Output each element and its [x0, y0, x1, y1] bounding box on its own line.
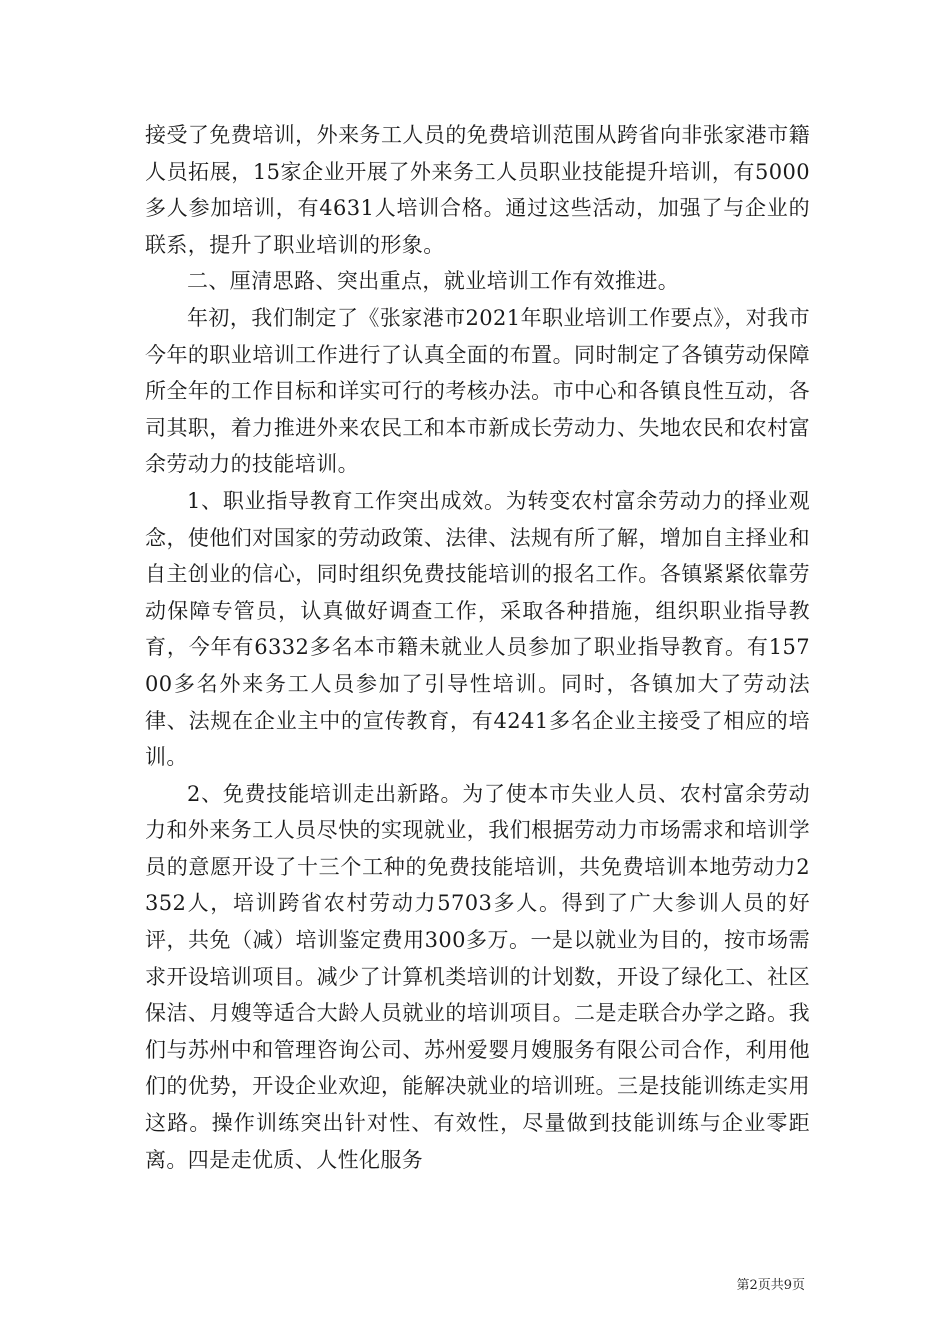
paragraph-career-guidance: 1、职业指导教育工作突出成效。为转变农村富余劳动力的择业观念，使他们对国家的劳动政策、法律、法规有所了解，增加自主择业和自主创业的信心，同时组织免费技能培训的报名工作。各镇紧紧依靠劳动保障专管员，认真做好调查工作，采取各种措施，组织职业指导教育，今年有6332多名本市籍未就业人员参加了职业指导教育。有15700多名外来务工人员参加了引导性培训。同时，各镇加大了劳动法律、法规在企业主中的宣传教育，有4241多名企业主接受了相应的培训。 — [145, 488, 810, 770]
paragraph-intro-continuation: 接受了免费培训，外来务工人员的免费培训范围从跨省向非张家港市籍人员拓展，15家企业开展了外来务工人员职业技能提升培训，有5000多人参加培训，有4631人培训合格。通过这些活动，加强了与企业的联系，提升了职业培训的形象。 — [145, 123, 810, 257]
paragraph-free-skills-training: 2、免费技能培训走出新路。为了使本市失业人员、农村富余劳动力和外来务工人员尽快的实现就业，我们根据劳动力市场需求和培训学员的意愿开设了十三个工种的免费技能培训，共免费培训本地劳动力2352人，培训跨省农村劳动力5703多人。得到了广大参训人员的好评，共免（减）培训鉴定费用300多万。一是以就业为目的，按市场需求开设培训项目。减少了计算机类培训的计划数，开设了绿化工、社区保洁、月嫂等适合大龄人员就业的培训项目。二是走联合办学之路。我们与苏州中和管理咨询公司、苏州爱婴月嫂服务有限公司合作，利用他们的优势，开设企业欢迎，能解决就业的培训班。三是技能训练走实用这路。操作训练突出针对性、有效性，尽量做到技能训练与企业零距离。四是走优质、人性化服务 — [145, 781, 810, 1172]
page-number-footer: 第2页共9页 — [736, 1278, 805, 1293]
paragraph-year-plan: 年初，我们制定了《张家港市2021年职业培训工作要点》，对我市今年的职业培训工作进行了认真全面的布置。同时制定了各镇劳动保障所全年的工作目标和详实可行的考核办法。市中心和各镇良性互动，各司其职，着力推进外来农民工和本市新成长劳动力、失地农民和农村富余劳动力的技能培训。 — [145, 305, 810, 477]
section-heading-two: 二、厘清思路、突出重点，就业培训工作有效推进。 — [187, 269, 680, 294]
document-body — [145, 117, 810, 1178]
